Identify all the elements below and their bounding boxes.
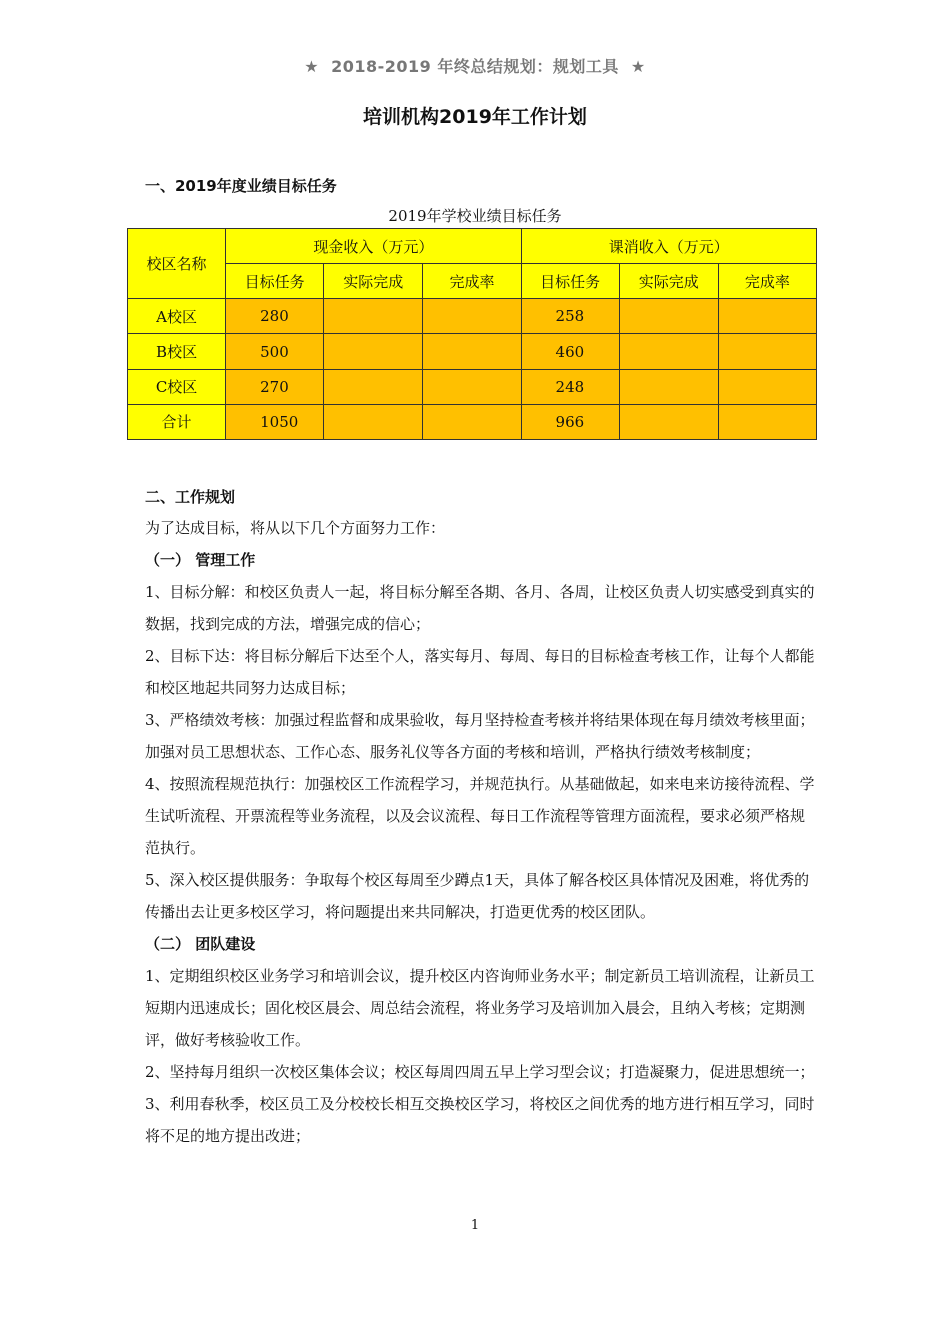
course-target-cell: 258	[521, 299, 619, 334]
course-actual-cell	[619, 299, 718, 334]
course-target-cell: 966	[521, 404, 619, 439]
cash-rate-cell	[423, 334, 521, 369]
list-item: 3、利用春秋季，校区员工及分校校长相互交换校区学习，将校区之间优秀的地方进行相互学习，同时将不足的地方提出改进；	[145, 1095, 815, 1145]
section-1-heading: 一、2019年度业绩目标任务	[145, 177, 337, 195]
course-actual-cell	[619, 334, 718, 369]
section-2-heading: 二、工作规划	[145, 488, 236, 506]
course-actual-cell	[619, 369, 718, 404]
table-caption: 2019年学校业绩目标任务	[388, 207, 562, 225]
list-item: 3、严格绩效考核：加强过程监督和成果验收，每月坚持检查考核并将结果体现在每月绩效考核里面；加强对员工思想状态、工作心态、服务礼仪等各方面的考核和培训，严格执行绩效考核制度；	[145, 711, 815, 761]
header-course-rate: 完成率	[718, 264, 816, 299]
list-item: 1、目标分解：和校区负责人一起，将目标分解至各期、各月、各周，让校区负责人切实感受到真实的数据，找到完成的方法，增强完成的信心；	[145, 583, 815, 633]
subsection-management-heading: （一） 管理工作	[145, 551, 256, 569]
header-course-target: 目标任务	[521, 264, 619, 299]
header-cash-target: 目标任务	[226, 264, 324, 299]
cash-target-cell: 270	[226, 369, 324, 404]
intro-paragraph: 为了达成目标，将从以下几个方面努力工作：	[145, 519, 446, 537]
document-title: 培训机构2019年工作计划	[363, 106, 587, 128]
cash-actual-cell	[324, 404, 423, 439]
table-row	[128, 334, 817, 369]
header-course-income: 课消收入（万元）	[521, 229, 816, 264]
header-cash-income: 现金收入（万元）	[226, 229, 521, 264]
table-row-total	[128, 404, 817, 439]
course-rate-cell	[718, 369, 816, 404]
list-item: 2、目标下达：将目标分解后下达至个人，落实每月、每周、每日的目标检查考核工作，让每个人都能和校区地起共同努力达成目标；	[145, 647, 815, 697]
cash-actual-cell	[324, 299, 423, 334]
cash-actual-cell	[324, 334, 423, 369]
course-rate-cell	[718, 404, 816, 439]
header-cash-actual: 实际完成	[324, 264, 423, 299]
star-icon: ★	[304, 57, 320, 76]
list-item: 2、坚持每月组织一次校区集体会议；校区每周四周五早上学习型会议；打造凝聚力，促进思想统一；	[145, 1063, 815, 1081]
header-course-actual: 实际完成	[619, 264, 718, 299]
cash-rate-cell	[423, 369, 521, 404]
course-target-cell: 248	[521, 369, 619, 404]
cash-rate-cell	[423, 299, 521, 334]
course-rate-cell	[718, 299, 816, 334]
running-header	[0, 54, 950, 77]
header-cash-rate: 完成率	[423, 264, 521, 299]
cash-actual-cell	[324, 369, 423, 404]
header-campus-name: 校区名称	[128, 229, 226, 299]
subsection-team-heading: （二） 团队建设	[145, 935, 256, 953]
running-header-text: 2018-2019 年终总结规划：规划工具	[331, 57, 619, 76]
campus-name-cell: 合计	[128, 404, 226, 439]
table-row	[128, 299, 817, 334]
list-item: 1、定期组织校区业务学习和培训会议，提升校区内咨询师业务水平；制定新员工培训流程，让新员工短期内迅速成长；固化校区晨会、周总结会流程，将业务学习及培训加入晨会，且纳入考核；定期测评，做好考核验收工作。	[145, 967, 815, 1049]
performance-target-table	[127, 228, 817, 440]
cash-target-cell: 1050	[226, 404, 324, 439]
campus-name-cell: B校区	[128, 334, 226, 369]
cash-rate-cell	[423, 404, 521, 439]
star-icon: ★	[630, 57, 646, 76]
work-plan-body	[145, 512, 815, 1152]
course-target-cell: 460	[521, 334, 619, 369]
table-row	[128, 369, 817, 404]
course-rate-cell	[718, 334, 816, 369]
course-actual-cell	[619, 404, 718, 439]
cash-target-cell: 500	[226, 334, 324, 369]
page-number: 1	[470, 1218, 480, 1233]
list-item: 5、深入校区提供服务：争取每个校区每周至少蹲点1天，具体了解各校区具体情况及困难，将优秀的传播出去让更多校区学习，将问题提出来共同解决，打造更优秀的校区团队。	[145, 871, 810, 921]
campus-name-cell: A校区	[128, 299, 226, 334]
campus-name-cell: C校区	[128, 369, 226, 404]
list-item: 4、按照流程规范执行：加强校区工作流程学习，并规范执行。从基础做起，如来电来访接待流程、学生试听流程、开票流程等业务流程，以及会议流程、每日工作流程等管理方面流程，要求必须严格规范执行。	[145, 775, 815, 857]
cash-target-cell: 280	[226, 299, 324, 334]
